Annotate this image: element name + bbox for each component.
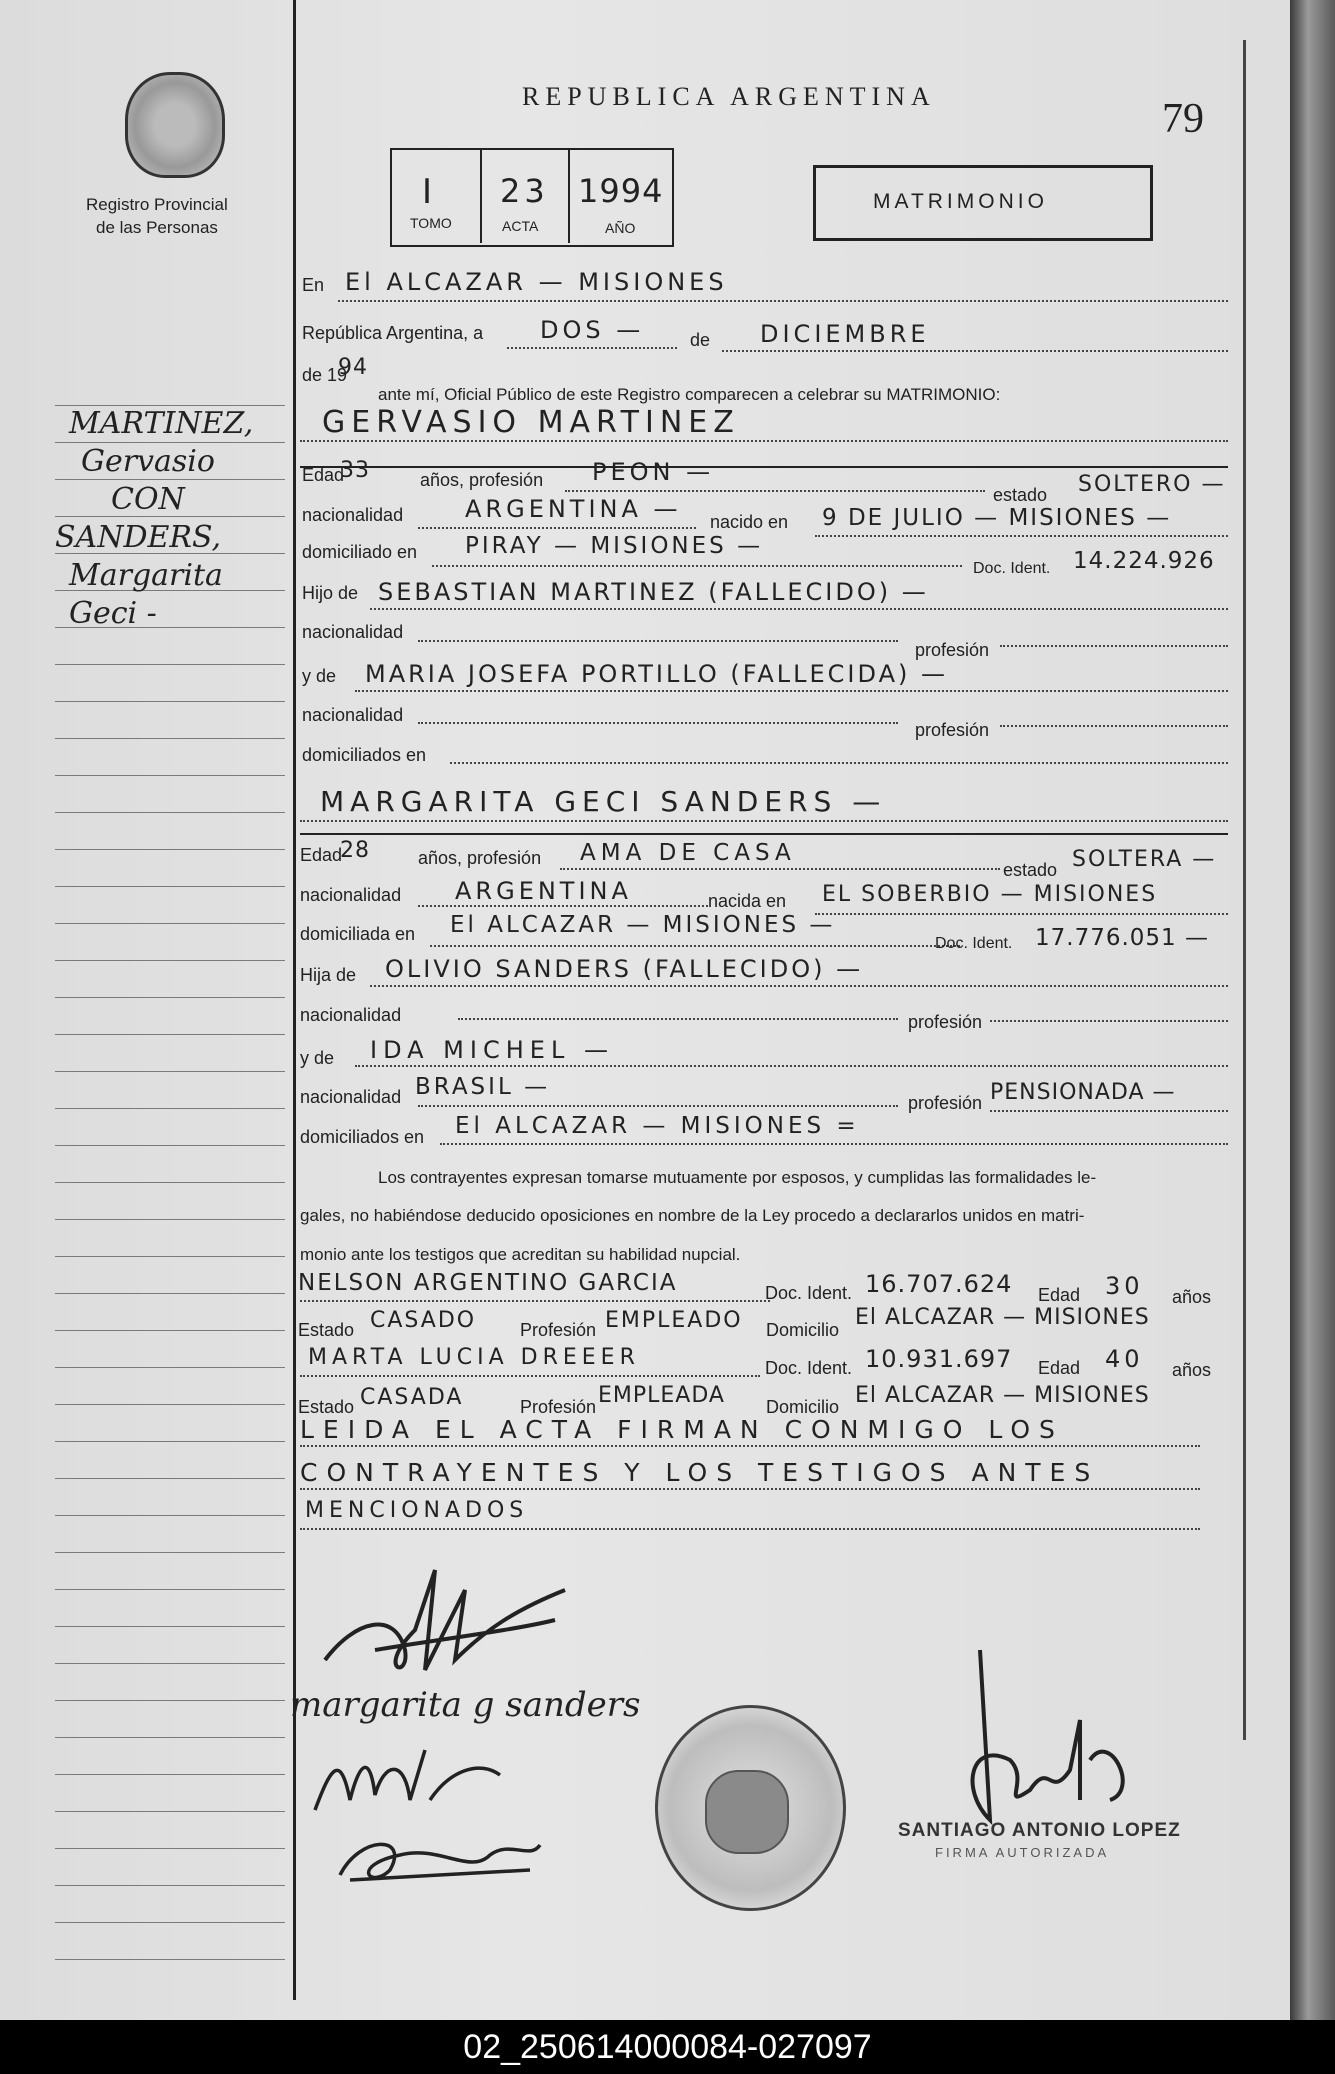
official-signature [950,1640,1140,1840]
marriage-place: El ALCAZAR — MISIONES [345,268,728,296]
margin-rule-line [55,1034,285,1035]
groom-birthplace: 9 DE JULIO — MISIONES — [822,505,1172,531]
groom-father-nat-line [418,640,898,642]
margin-note-line: Geci - [69,596,157,631]
month-line [722,350,1228,352]
bride-father-line [370,985,1228,987]
groom-nac2-label: nacionalidad [302,622,404,642]
margin-rule-line [55,812,285,813]
witness1-dom-label: Domicilio [766,1320,840,1340]
witness2-anos-label: años [1172,1360,1212,1380]
groom-signature [315,1550,575,1690]
groom-mother-prof-line [1000,725,1228,727]
margin-note-line: Gervasio [81,444,215,479]
margin-rule-line [55,1367,285,1368]
book-edge [1290,0,1335,2020]
witness2-age: 40 [1105,1345,1144,1373]
groom-nac3-label: nacionalidad [302,705,404,725]
stamp-emblem [705,1770,789,1854]
witness2-estado: CASADA [360,1385,464,1410]
margin-rule-line [55,1515,285,1516]
groom-nationality-line [418,527,696,529]
margin-rule-line [55,1182,285,1183]
groom-name: GERVASIO MARTINEZ [322,405,740,440]
bride-estado: SOLTERA — [1072,847,1217,872]
groom-profession: PEON — [592,458,715,486]
groom-doms-label: domiciliados en [302,745,427,765]
witness1-profession: EMPLEADO [605,1308,743,1333]
groom-prof3-label: profesión [915,720,990,740]
groom-father-line [370,608,1228,610]
witness1-prof-label: Profesión [520,1320,597,1340]
year-suffix: 94 [338,355,368,380]
witness2-domicile: El ALCAZAR — MISIONES [855,1383,1150,1408]
witness2-profession: EMPLEADA [598,1383,725,1408]
intro-text: ante mí, Oficial Público de este Registro comparecen a celebrar su MATRIMONIO: [378,385,1001,404]
groom-parents-dom-line [450,762,1228,764]
margin-rule-line [55,1478,285,1479]
bride-mother-profession: PENSIONADA — [990,1080,1176,1105]
closing-line-3: MENCIONADOS [305,1498,529,1523]
bride-birthplace: EL SOBERBIO — MISIONES [822,882,1158,907]
bride-prof3-label: profesión [908,1093,983,1113]
witness1-domicile: El ALCAZAR — MISIONES [855,1305,1150,1330]
ano-label: AÑO [605,220,636,236]
bride-mother: IDA MICHEL — [370,1036,614,1064]
de-label: de [690,330,711,350]
declaration-line-1: Los contrayentes expresan tomarse mutuamente por esposos, y cumplidas las formalidades le- [378,1168,1097,1187]
bride-father-prof-line [990,1020,1228,1022]
bride-domicile: El ALCAZAR — MISIONES — [450,912,836,938]
margin-rule-line [55,1811,285,1812]
groom-estado-label: estado [993,485,1048,505]
margin-rule-line [55,1145,285,1146]
bride-nac3-label: nacionalidad [300,1087,402,1107]
witness1-name: NELSON ARGENTINO GARCIA [298,1270,678,1296]
day-line [507,347,677,349]
bride-signature: margarita g sanders [290,1685,641,1725]
official-name: SANTIAGO ANTONIO LOPEZ [898,1820,1181,1841]
groom-estado: SOLTERO — [1078,472,1226,497]
witness2-edad-label: Edad [1038,1358,1081,1378]
margin-rule-line [55,1256,285,1257]
box-divider [568,148,570,243]
marriage-day: DOS — [540,316,645,344]
margin-rule-line [55,1108,285,1109]
groom-father: SEBASTIAN MARTINEZ (FALLECIDO) — [378,578,929,606]
margin-rule-line [55,1293,285,1294]
witness1-edad-label: Edad [1038,1285,1081,1305]
section-rule [300,466,1228,468]
groom-domicile: PIRAY — MISIONES — [465,533,764,559]
bride-mother-line [355,1065,1228,1067]
acta-label: ACTA [502,218,539,234]
witness2-prof-label: Profesión [520,1397,597,1417]
bride-nac2-label: nacionalidad [300,1005,402,1025]
bride-name: MARGARITA GECI SANDERS — [320,785,887,818]
groom-mother-nat-line [418,722,898,724]
bride-nacida-label: nacida en [708,891,787,911]
witness1-name-line [300,1300,770,1302]
witness2-doc-label: Doc. Ident. [765,1358,853,1378]
witness2-signature [330,1815,550,1895]
bride-yde-label: y de [300,1048,335,1068]
bride-doc: 17.776.051 — [1035,925,1209,951]
bride-parents-dom-line [440,1143,1228,1145]
tomo-value: I [422,172,437,212]
margin-rule-line [55,1663,285,1664]
file-id-caption: 02_250614000084-027097 [0,2020,1335,2074]
margin-note-line: CON [111,482,185,517]
groom-nacido-label: nacido en [710,512,789,532]
acta-value: 23 [500,172,549,210]
bride-profession: AMA DE CASA [580,840,796,866]
witness2-name: MARTA LUCIA DREEER [308,1345,640,1370]
bride-doc-label: Doc. Ident. [935,935,1013,952]
bride-hija-label: Hija de [300,965,357,985]
bride-father: OLIVIO SANDERS (FALLECIDO) — [385,955,864,983]
margin-rule-line [55,1219,285,1220]
margin-rule-line [55,849,285,850]
witness2-name-line [300,1375,760,1377]
margin-note [55,405,295,633]
groom-nac-label: nacionalidad [302,505,404,525]
bride-doms-label: domiciliados en [300,1127,425,1147]
groom-profession-line [565,490,985,492]
margin-rule-line [55,1552,285,1553]
bride-nac-label: nacionalidad [300,885,402,905]
box-divider [480,148,482,243]
bride-birthplace-line [815,913,1228,915]
margin-rule-line [55,960,285,961]
margin-rule-line [55,1700,285,1701]
bride-name-line [300,820,1228,822]
right-border [1243,40,1246,1740]
witness1-estado-label: Estado [298,1320,355,1340]
folio-number: 79 [1162,96,1204,142]
margin-rule-line [55,1737,285,1738]
groom-father-prof-line [1000,645,1228,647]
margin-rule-line [55,886,285,887]
ano-value: 1994 [578,172,664,210]
witness1-doc-label: Doc. Ident. [765,1283,853,1303]
year-prefix: de 19 [302,365,348,385]
declaration-line-2: gales, no habiéndose deducido oposiciones en nombre de la Ley procedo a declararlos unidos en matri- [300,1206,1085,1225]
margin-rule-line [55,1626,285,1627]
closing-line-1: LEIDA EL ACTA FIRMAN CONMIGO LOS [300,1415,1064,1444]
groom-edad-label: Edad [302,465,345,485]
tomo-label: TOMO [410,215,452,231]
margin-rule-line [55,701,285,702]
margin-rule-line [55,738,285,739]
groom-birthplace-line [815,535,1228,537]
groom-domicile-line [432,565,962,567]
groom-dom-label: domiciliado en [302,542,418,562]
bride-dom-label: domiciliada en [300,924,416,944]
declaration-line-3: monio ante los testigos que acreditan su habilidad nupcial. [300,1245,741,1264]
record-type: MATRIMONIO [873,190,1048,213]
bride-father-nat-line [458,1018,898,1020]
margin-rule-line [55,1071,285,1072]
bride-profession-line [560,868,1000,870]
margin-rule-line [55,664,285,665]
groom-prof-label: años, profesión [420,470,544,490]
margin-note-line: Margarita [69,558,223,593]
margin-rule-line [55,1848,285,1849]
margin-rule-line [55,997,285,998]
margin-rule-line [55,1589,285,1590]
bride-nationality: ARGENTINA [455,877,632,905]
bride-age: 28 [340,838,370,863]
closing-line [300,1445,1200,1447]
groom-mother: MARIA JOSEFA PORTILLO (FALLECIDA) — [365,660,948,688]
official-title: FIRMA AUTORIZADA [935,1845,1110,1860]
en-label: En [302,275,325,295]
margin-rule-line [55,1959,285,1960]
witness1-anos-label: años [1172,1287,1212,1307]
margin-rule-line [55,1885,285,1886]
margin-rule-line [55,923,285,924]
groom-name-line [300,440,1228,442]
witness1-estado: CASADO [370,1308,477,1333]
registry-line-2: de las Personas [96,218,218,237]
witness1-age: 30 [1105,1272,1144,1300]
bride-estado-label: estado [1003,860,1058,880]
country-title: REPUBLICA ARGENTINA [522,82,936,111]
groom-doc-label: Doc. Ident. [973,560,1051,577]
bride-mother-prof-line [990,1110,1228,1112]
margin-note-line: MARTINEZ, [69,406,254,441]
bride-domicile-line [430,945,960,947]
groom-age: 33 [340,458,370,483]
registry-logo-seal [125,72,225,178]
groom-yde-label: y de [302,666,337,686]
bride-parents-domicile: El ALCAZAR — MISIONES = [455,1113,860,1139]
groom-mother-line [355,690,1228,692]
margin-rule-line [55,1922,285,1923]
bride-mother-nat-line [418,1105,898,1107]
margin-rule-line [55,775,285,776]
margin-rule-line [55,1441,285,1442]
bride-prof-label: años, profesión [418,848,542,868]
witness2-estado-label: Estado [298,1397,355,1417]
place-line [338,300,1228,302]
groom-prof2-label: profesión [915,640,990,660]
bride-mother-nationality: BRASIL — [415,1074,551,1100]
margin-rule-line [55,1404,285,1405]
republica-label: República Argentina, a [302,323,484,343]
witness2-doc: 10.931.697 [865,1345,1013,1373]
bride-nationality-line [418,905,708,907]
margin-note-line: SANDERS, [55,520,222,555]
margin-rule-line [55,1774,285,1775]
closing-line [300,1528,1200,1530]
witness1-doc: 16.707.624 [865,1270,1013,1298]
witness2-dom-label: Domicilio [766,1397,840,1417]
registry-line-1: Registro Provincial [86,195,228,214]
groom-hijo-label: Hijo de [302,583,359,603]
marriage-month: DICIEMBRE [760,320,930,348]
closing-line [300,1488,1200,1490]
margin-rule-line [55,1330,285,1331]
groom-nationality: ARGENTINA — [465,495,682,523]
closing-line-2: CONTRAYENTES Y LOS TESTIGOS ANTES [300,1458,1100,1487]
bride-prof2-label: profesión [908,1012,983,1032]
section-rule [300,833,1228,835]
bride-edad-label: Edad [300,845,343,865]
groom-doc: 14.224.926 [1073,548,1215,574]
